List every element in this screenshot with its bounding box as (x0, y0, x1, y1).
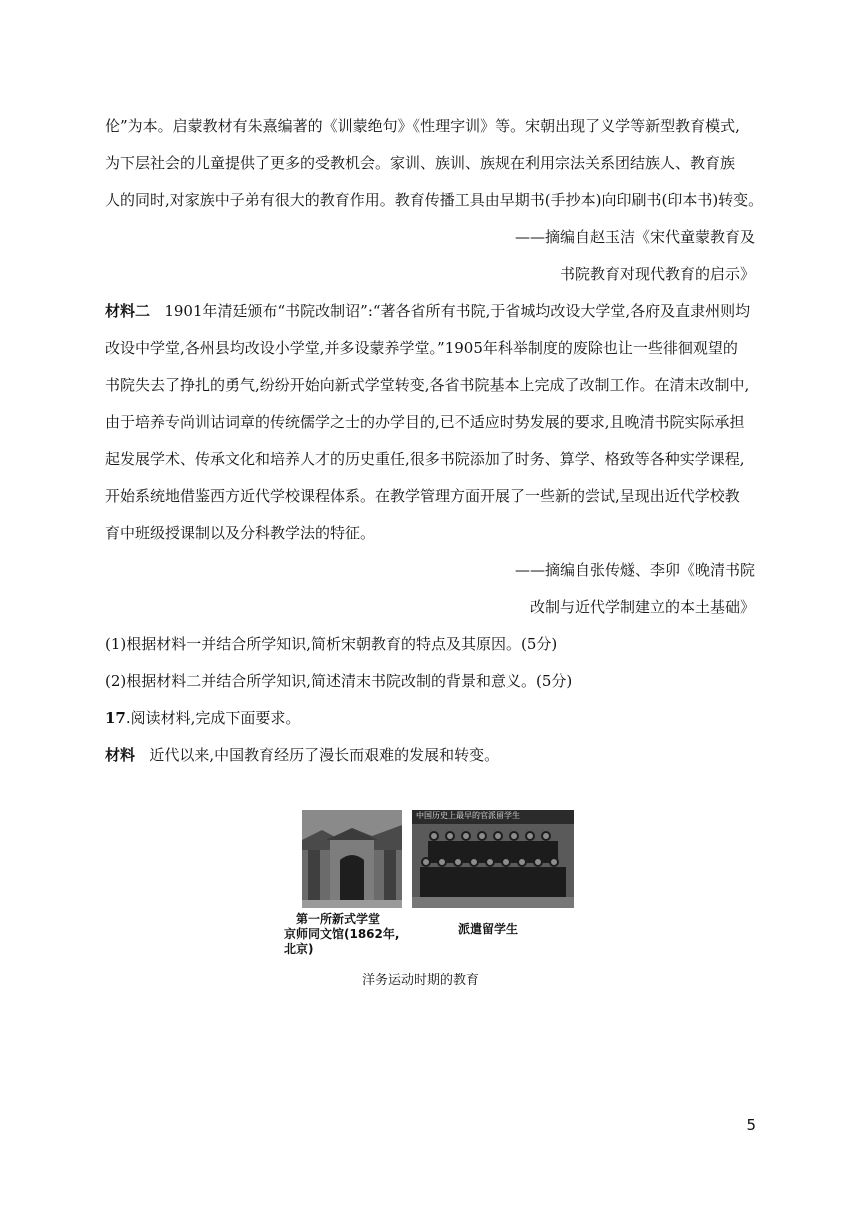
students-group-illustration (412, 810, 574, 908)
material1-source-1: ——摘编自赵玉洁《宋代童蒙教育及 (514, 228, 755, 246)
tongwenguan-caption-1: 第一所新式学堂 (296, 912, 381, 926)
material2-line-4: 由于培养专尚训诂词章的传统儒学之士的办学目的,已不适应时势发展的要求,且晚清书院实际承担 (105, 413, 745, 431)
material2-source-1: ——摘编自张传燧、李卯《晚清书院 (514, 561, 755, 579)
question-17 (105, 708, 300, 728)
page-number: 5 (746, 1116, 756, 1134)
question-17-number: 17 (105, 709, 126, 727)
tongwenguan-caption-3: 北京) (284, 942, 314, 956)
material2-line-2: 改设中学堂,各州县均改设小学堂,并多设蒙养学堂。”1905年科举制度的废除也让一些徘徊观望的 (105, 339, 738, 357)
material1-line-2: 为下层社会的儿童提供了更多的受教机会。家训、族训、族规在利用宗法关系团结族人、教育族 (105, 154, 736, 172)
tongwenguan-gate-illustration (302, 810, 402, 908)
tongwenguan-photo (302, 810, 402, 908)
material2-line-3: 书院失去了挣扎的勇气,纷纷开始向新式学堂转变,各省书院基本上完成了改制工作。在清末改制中, (105, 376, 750, 394)
material1-source-2: 书院教育对现代教育的启示》 (559, 265, 755, 283)
material1-line-3: 人的同时,对家族中子弟有很大的教育作用。教育传播工具由早期书(手抄本)向印刷书(印本书)转变。 (105, 191, 764, 209)
question-2: (2)根据材料二并结合所学知识,简述清末书院改制的背景和意义。(5分) (105, 672, 573, 690)
question-17-text: .阅读材料,完成下面要求。 (125, 709, 301, 727)
material3-label: 材料 (105, 746, 136, 764)
material3-line (105, 745, 499, 765)
material3-text: 近代以来,中国教育经历了漫长而艰难的发展和转变。 (149, 746, 500, 764)
students-photo (412, 810, 574, 908)
material2-text-1: 1901年清廷颁布“书院改制诏”:“著各省所有书院,于省城均改设大学堂,各府及直隶州则均 (164, 302, 751, 320)
students-caption: 派遣留学生 (458, 922, 519, 936)
material2-line-5: 起发展学术、传承文化和培养人才的历史重任,很多书院添加了时务、算学、格致等各种实学课程, (105, 450, 745, 468)
figure-caption: 洋务运动时期的教育 (362, 973, 480, 988)
material1-line-1: 伦”为本。启蒙教材有朱熹编著的《训蒙绝句》《性理字训》等。宋朝出现了义学等新型教育模式, (105, 117, 740, 135)
students-photo-banner: 中国历史上最早的官派留学生 (416, 811, 520, 820)
question-1: (1)根据材料一并结合所学知识,简析宋朝教育的特点及其原因。(5分) (105, 635, 558, 653)
tongwenguan-caption-2: 京师同文馆(1862年, (284, 927, 400, 941)
material2-line-6: 开始系统地借鉴西方近代学校课程体系。在教学管理方面开展了一些新的尝试,呈现出近代学校教 (105, 487, 740, 505)
material2-line-1 (105, 301, 750, 321)
material2-source-2: 改制与近代学制建立的本土基础》 (529, 598, 755, 616)
material2-line-7: 育中班级授课制以及分科教学法的特征。 (105, 524, 376, 542)
material2-label: 材料二 (105, 302, 151, 320)
